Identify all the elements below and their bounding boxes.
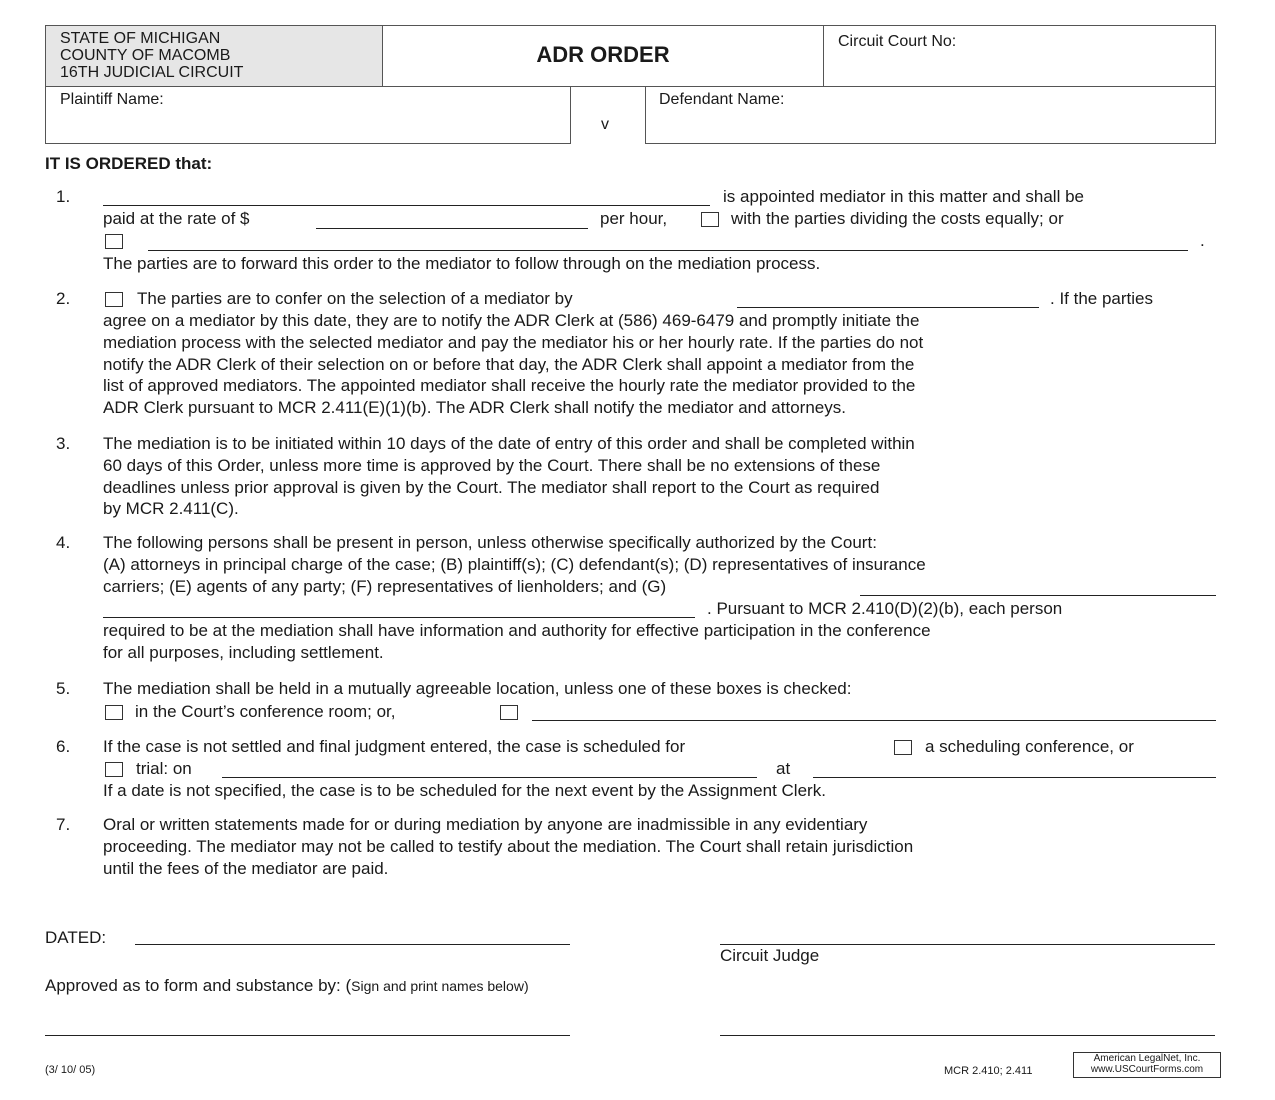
publisher-name: American LegalNet, Inc. <box>1093 1053 1201 1064</box>
split-costs-checkbox[interactable] <box>701 212 719 227</box>
item-5-number: 5. <box>56 679 71 698</box>
item-1-appointed-text: is appointed mediator in this matter and shall be <box>723 187 1084 206</box>
other-location-field[interactable] <box>532 720 1216 721</box>
item-6-number: 6. <box>56 737 71 756</box>
item-3-line: deadlines unless prior approval is given by the Court. The mediator shall report to the Court as required <box>103 477 880 497</box>
item-4-line-5: required to be at the mediation shall have information and authority for effective participation in the conference <box>103 621 931 640</box>
item-2-line: agree on a mediator by this date, they are to notify the ADR Clerk at (586) 469-6479 and promptly initiate the <box>103 311 920 330</box>
approved-small-text: Sign and print names below) <box>351 978 529 994</box>
item-7-number: 7. <box>56 815 71 834</box>
item-5-line-1: The mediation shall be held in a mutually agreeable location, unless one of these boxes is checked: <box>103 679 852 698</box>
item-6-at-text: at <box>776 759 791 778</box>
item-2-confer-text: The parties are to confer on the selection of a mediator by <box>137 289 573 308</box>
versus-label: v <box>601 116 609 133</box>
item-2-line: list of approved mediators. The appointed mediator shall receive the hourly rate the mediator provided to the <box>103 376 916 396</box>
trial-date-field[interactable] <box>222 777 757 778</box>
trial-checkbox[interactable] <box>105 762 123 777</box>
judge-label: Circuit Judge <box>720 946 820 965</box>
rule-reference: MCR 2.410; 2.411 <box>944 1065 1033 1077</box>
item-4-line-2: (A) attorneys in principal charge of the case; (B) plaintiff(s); (C) defendant(s); (D) representatives of insurance <box>103 555 926 574</box>
other-persons-field-1[interactable] <box>860 595 1216 596</box>
publisher-url: www.USCourtForms.com <box>1090 1064 1204 1075</box>
ordered-heading: IT IS ORDERED that: <box>45 154 213 173</box>
defendant-label: Defendant Name: <box>659 91 785 108</box>
item-2-line: ADR Clerk pursuant to MCR 2.411(E)(1)(b). The ADR Clerk shall notify the mediator and attorneys. <box>103 398 846 418</box>
item-6-trial-text: trial: on <box>136 759 192 778</box>
item-2-if-parties-text: . If the parties <box>1050 289 1153 308</box>
plaintiff-cell[interactable] <box>45 86 571 144</box>
item-7-line: Oral or written statements made for or during mediation by anyone are inadmissible in any evidentiary <box>103 815 868 834</box>
court-state: STATE OF MICHIGAN <box>60 30 221 47</box>
trial-time-field[interactable] <box>813 777 1216 778</box>
case-no-cell[interactable] <box>823 25 1216 87</box>
other-persons-field-2[interactable] <box>103 617 695 618</box>
attorney-signature-line-1[interactable] <box>45 1035 570 1036</box>
scheduling-conference-checkbox[interactable] <box>894 740 912 755</box>
court-info-cell <box>45 25 383 87</box>
confer-checkbox[interactable] <box>105 292 123 307</box>
item-4-line-1: The following persons shall be present in person, unless otherwise specifically authorized by the Court: <box>103 533 877 552</box>
item-6-line-1b: a scheduling conference, or <box>925 737 1134 756</box>
title-cell <box>382 25 824 87</box>
attorney-signature-line-2[interactable] <box>720 1035 1215 1036</box>
approved-text: Approved as to form and substance by: ( <box>45 976 352 995</box>
item-7-body <box>103 814 1207 879</box>
item-6-line-3: If a date is not specified, the case is to be scheduled for the next event by the Assignment Clerk. <box>103 781 826 800</box>
item-4-number: 4. <box>56 533 71 552</box>
approved-label <box>45 975 529 997</box>
form-date: (3/ 10/ 05) <box>45 1064 96 1076</box>
other-location-checkbox[interactable] <box>500 705 518 720</box>
dated-field[interactable] <box>135 944 570 945</box>
item-1-split-text: with the parties dividing the costs equally; or <box>731 209 1064 228</box>
item-1-number: 1. <box>56 187 71 206</box>
case-no-label: Circuit Court No: <box>838 33 957 50</box>
item-1-per-hour-text: per hour, <box>600 209 668 228</box>
item-2-number: 2. <box>56 289 71 308</box>
court-circuit: 16TH JUDICIAL CIRCUIT <box>60 64 244 81</box>
dated-label: DATED: <box>45 928 107 947</box>
item-3-line: 60 days of this Order, unless more time is approved by the Court. There shall be no extensions of these <box>103 455 881 475</box>
court-room-checkbox[interactable] <box>105 705 123 720</box>
other-payment-checkbox[interactable] <box>105 234 123 249</box>
item-3-number: 3. <box>56 434 71 453</box>
item-2-body <box>103 310 1207 419</box>
item-3-line: The mediation is to be initiated within 10 days of the date of entry of this order and shall be completed within <box>103 434 915 453</box>
item-3-body <box>103 433 1207 520</box>
confer-date-field[interactable] <box>737 307 1039 308</box>
item-7-line: proceeding. The mediator may not be called to testify about the mediation. The Court shall retain jurisdiction <box>103 836 914 856</box>
item-7-line: until the fees of the mediator are paid. <box>103 858 389 878</box>
court-county: COUNTY OF MACOMB <box>60 47 231 64</box>
item-4-line-6: for all purposes, including settlement. <box>103 643 384 662</box>
item-4-line-3: carriers; (E) agents of any party; (F) representatives of lienholders; and (G) <box>103 577 667 596</box>
hourly-rate-field[interactable] <box>316 228 588 229</box>
item-6-line-1a: If the case is not settled and final judgment entered, the case is scheduled for <box>103 737 686 756</box>
item-1-forward-text: The parties are to forward this order to the mediator to follow through on the mediation process. <box>103 254 821 273</box>
item-2-line: notify the ADR Clerk of their selection on or before that day, the ADR Clerk shall appoint a mediator from the <box>103 354 915 374</box>
item-1-rate-text: paid at the rate of $ <box>103 209 250 228</box>
item-1-end-period: . <box>1200 231 1205 250</box>
item-2-line: mediation process with the selected mediator and pay the mediator his or her hourly rate. If the parties do not <box>103 332 924 352</box>
mediator-name-field[interactable] <box>103 205 710 206</box>
item-4-line-4: . Pursuant to MCR 2.410(D)(2)(b), each person <box>707 599 1063 618</box>
page-title: ADR ORDER <box>536 42 670 67</box>
plaintiff-label: Plaintiff Name: <box>60 91 164 108</box>
publisher-box <box>1073 1052 1221 1078</box>
other-payment-field[interactable] <box>148 250 1188 251</box>
defendant-cell[interactable] <box>645 86 1216 144</box>
item-5-line-2: in the Court’s conference room; or, <box>135 702 396 721</box>
item-3-line: by MCR 2.411(C). <box>103 499 239 519</box>
